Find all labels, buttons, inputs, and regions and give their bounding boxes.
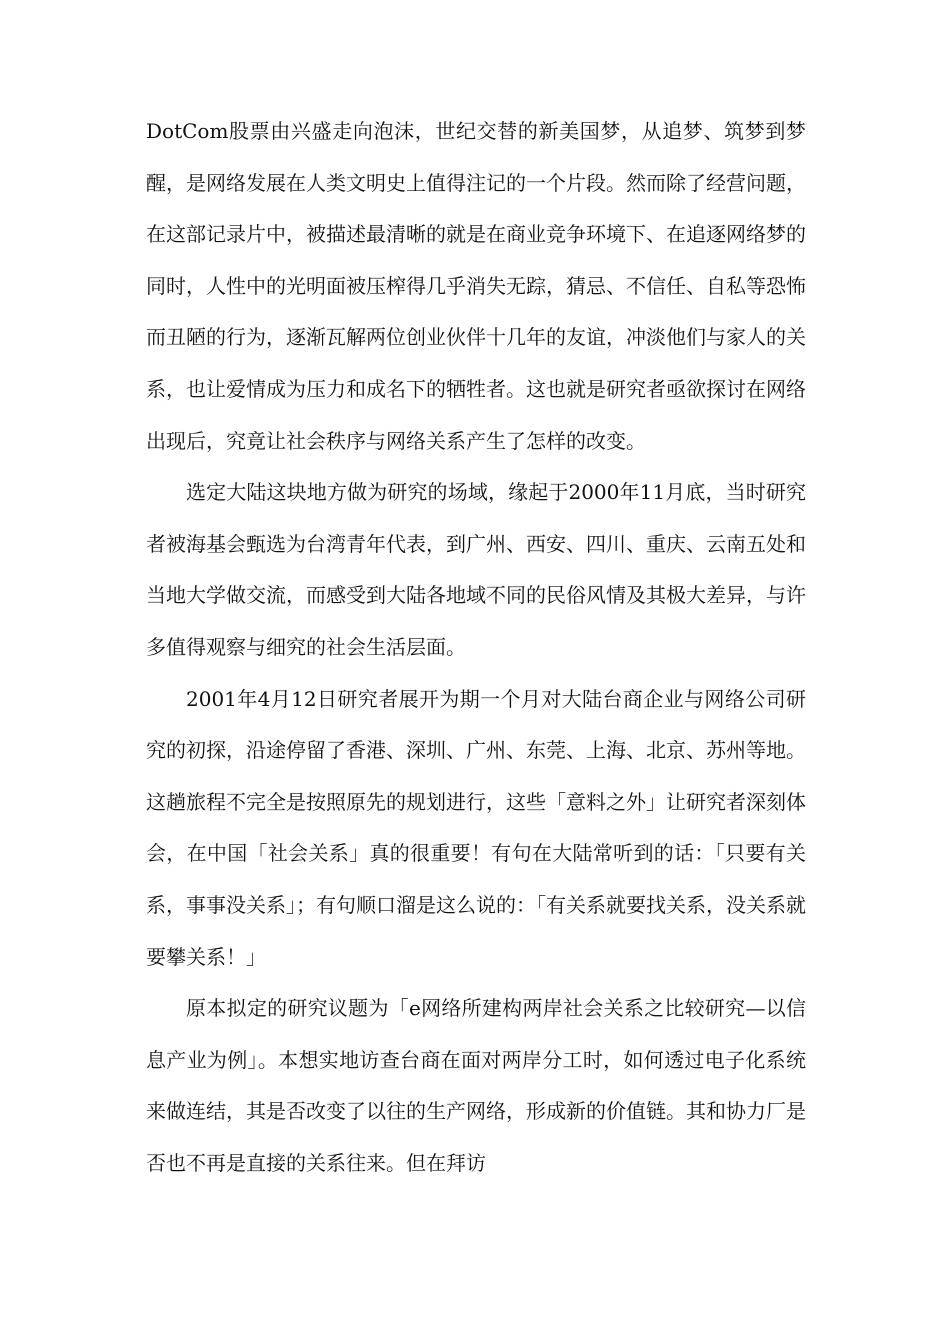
paragraph-research-topic: 原本拟定的研究议题为「e网络所建构两岸社会关系之比较研究—以信息产业为例」。本想实地访查台商在面对两岸分工时，如何透过电子化系统来做连结，其是否改变了以往的生产网络，形成新的价值链。其和协力厂是否也不再是直接的关系往来。但在拜访 [146, 996, 806, 1175]
paragraph-mainland-field: 选定大陆这块地方做为研究的场域，缘起于2000年11月底，当时研究者被海基会甄选为台湾青年代表，到广州、西安、四川、重庆、云南五处和当地大学做交流，而感受到大陆各地域不同的民俗风情及其极大差异，与许多值得观察与细究的社会生活层面。 [146, 480, 806, 659]
paragraph-2001-trip: 2001年4月12日研究者展开为期一个月对大陆台商企业与网络公司研究的初探，沿途停留了香港、深圳、广州、东莞、上海、北京、苏州等地。这趟旅程不完全是按照原先的规划进行，这些「意料之外」让研究者深刻体会，在中国「社会关系」真的很重要！有句在大陆常听到的话：「只要有关系，事事没关系」；有句顺口溜是这么说的：「有关系就要找关系，没关系就要攀关系！」 [146, 686, 806, 969]
document-body [146, 106, 806, 1189]
paragraph-dotcom: DotCom股票由兴盛走向泡沫，世纪交替的新美国梦，从追梦、筑梦到梦醒，是网络发展在人类文明史上值得注记的一个片段。然而除了经营问题，在这部记录片中，被描述最清晰的就是在商业竞争环境下、在追逐网络梦的同时，人性中的光明面被压榨得几乎消失无踪，猜忌、不信任、自私等恐怖而丑陋的行为，逐渐瓦解两位创业伙伴十几年的友谊，冲淡他们与家人的关系，也让爱情成为压力和成名下的牺牲者。这也就是研究者亟欲探讨在网络出现后，究竟让社会秩序与网络关系产生了怎样的改变。 [146, 119, 806, 453]
